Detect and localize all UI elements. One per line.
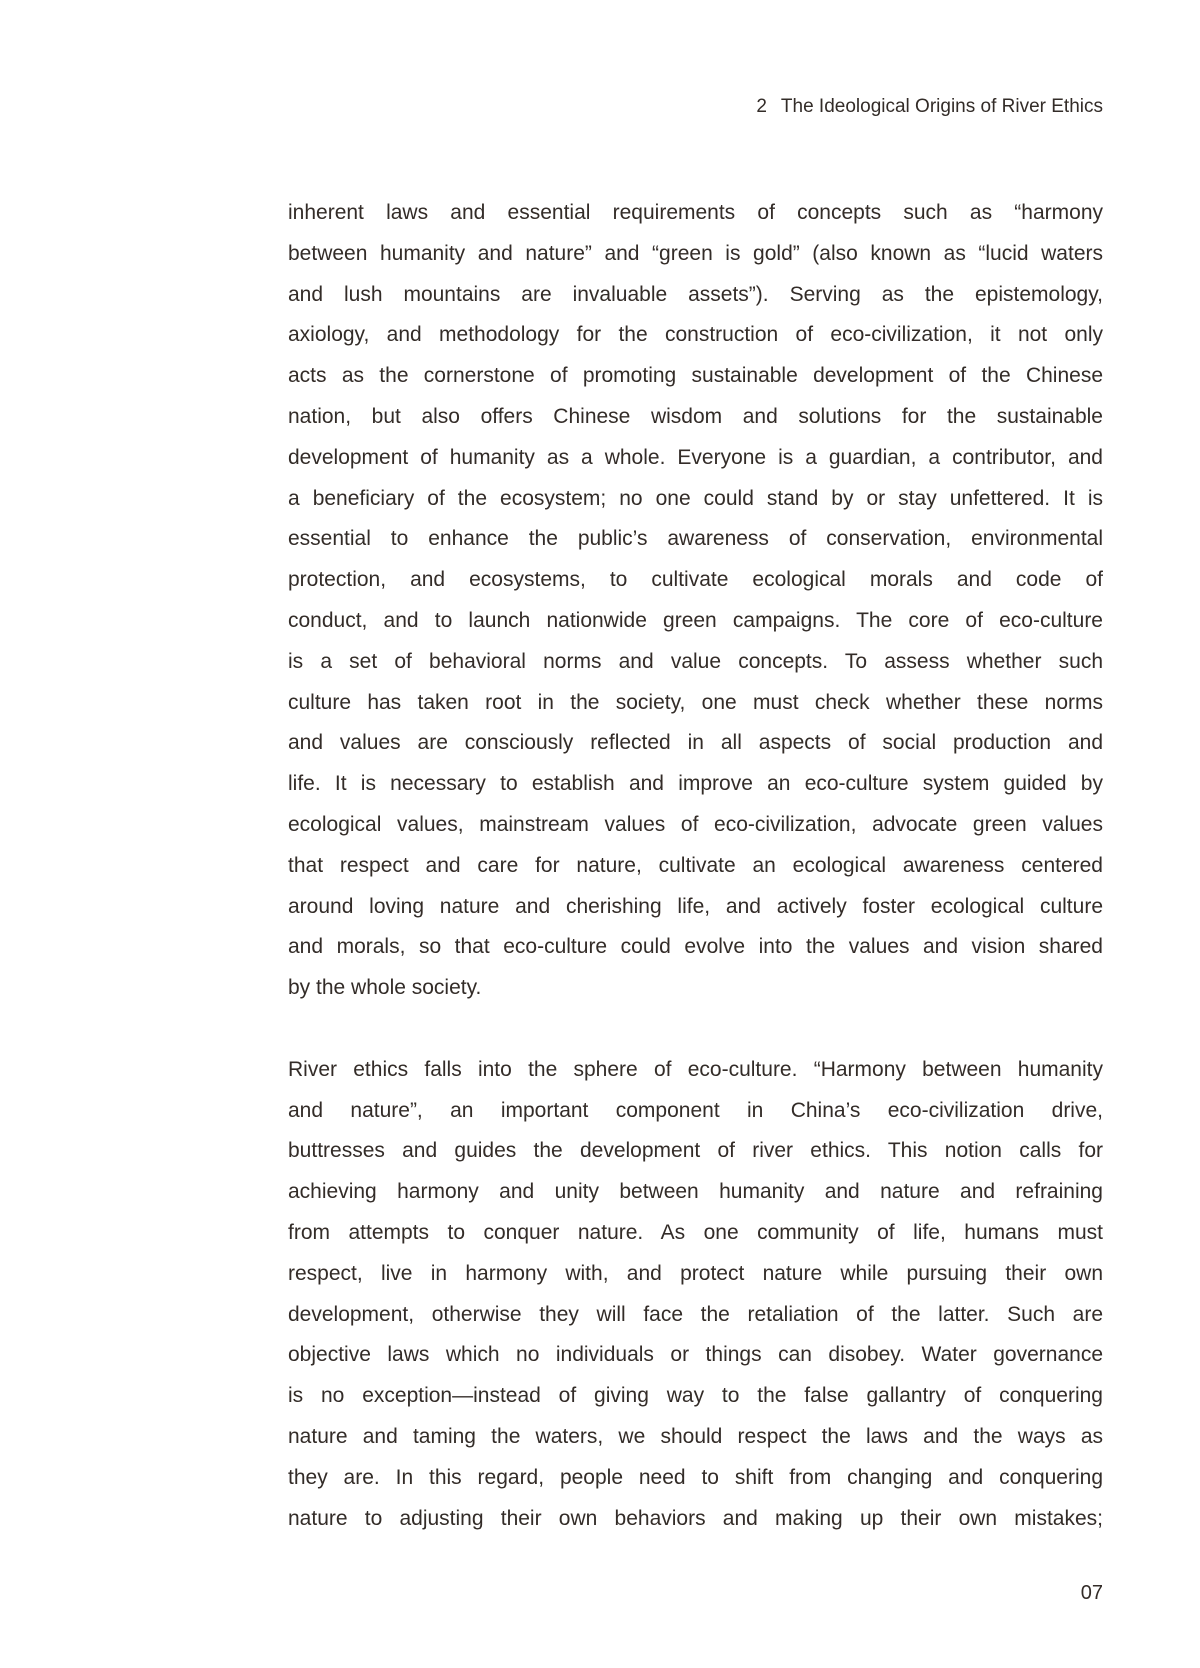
text-line: development of humanity as a whole. Everyone is a guardian, a contributor, and	[288, 445, 1103, 469]
text-line: River ethics falls into the sphere of eco-culture. “Harmony between humanity	[288, 1057, 1103, 1081]
text-line: between humanity and nature” and “green is gold” (also known as “lucid waters	[288, 241, 1103, 265]
text-line: a beneficiary of the ecosystem; no one could stand by or stay unfettered. It is	[288, 486, 1103, 510]
page-footer	[1081, 1580, 1103, 1606]
text-line: is no exception—instead of giving way to the false gallantry of conquering	[288, 1384, 1103, 1408]
text-line: protection, and ecosystems, to cultivate ecological morals and code of	[288, 568, 1103, 592]
text-line: and morals, so that eco-culture could evolve into the values and vision shared	[288, 935, 1103, 959]
text-line: conduct, and to launch nationwide green campaigns. The core of eco-culture	[288, 608, 1103, 632]
text-line: achieving harmony and unity between humanity and nature and refraining	[288, 1180, 1103, 1204]
text-line: is a set of behavioral norms and value concepts. To assess whether such	[288, 649, 1103, 673]
text-line: and values are consciously reflected in all aspects of social production and	[288, 731, 1103, 755]
text-line: inherent laws and essential requirements of concepts such as “harmony	[288, 201, 1103, 224]
text-line: they are. In this regard, people need to shift from changing and conquering	[288, 1465, 1103, 1489]
text-line: that respect and care for nature, cultivate an ecological awareness centered	[288, 853, 1103, 877]
paragraph	[288, 193, 1103, 1009]
text-line: nature and taming the waters, we should respect the laws and the ways as	[288, 1424, 1103, 1448]
text-line: objective laws which no individuals or things can disobey. Water governance	[288, 1343, 1103, 1367]
chapter-number: 2	[756, 96, 767, 117]
paragraph	[288, 1050, 1103, 1540]
text-line: essential to enhance the public’s awareness of conservation, environmental	[288, 527, 1103, 551]
text-line: respect, live in harmony with, and protect nature while pursuing their own	[288, 1261, 1103, 1285]
text-line: culture has taken root in the society, one must check whether these norms	[288, 690, 1103, 714]
running-header	[756, 94, 1103, 120]
text-line: nature to adjusting their own behaviors and making up their own mistakes;	[288, 1506, 1103, 1530]
text-line: buttresses and guides the development of river ethics. This notion calls for	[288, 1139, 1103, 1163]
text-line: acts as the cornerstone of promoting sustainable development of the Chinese	[288, 364, 1103, 388]
text-line: ecological values, mainstream values of eco-civilization, advocate green values	[288, 812, 1103, 836]
text-line: from attempts to conquer nature. As one community of life, humans must	[288, 1220, 1103, 1244]
page-number: 07	[1080, 1582, 1103, 1604]
text-line: nation, but also offers Chinese wisdom and solutions for the sustainable	[288, 404, 1103, 428]
text-line: around loving nature and cherishing life, and actively foster ecological culture	[288, 894, 1103, 918]
text-line: axiology, and methodology for the construction of eco-civilization, it not only	[288, 323, 1103, 347]
text-line: and lush mountains are invaluable assets”). Serving as the epistemology,	[288, 282, 1103, 306]
text-line: life. It is necessary to establish and improve an eco-culture system guided by	[288, 772, 1103, 796]
text-line: and nature”, an important component in China’s eco-civilization drive,	[288, 1098, 1103, 1122]
text-line: development, otherwise they will face the retaliation of the latter. Such are	[288, 1302, 1103, 1326]
text-line: by the whole society.	[288, 976, 482, 1000]
chapter-title: The Ideological Origins of River Ethics	[780, 96, 1103, 117]
body-text-block	[288, 193, 1103, 1539]
